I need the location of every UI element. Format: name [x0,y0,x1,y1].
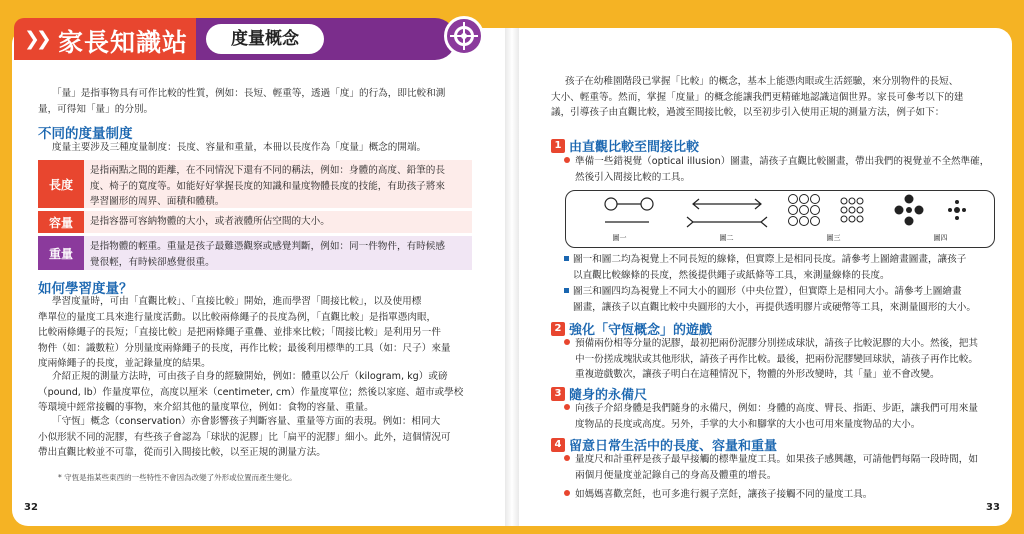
bullet-line: 量度尺和計重秤是孩子最早接觸的標準量度工具。如果孩子感興趣，可請他們每隔一段時間，如 [575,454,978,465]
row-weight-text [90,239,466,270]
bullet-line: 然後引入間接比較的工具。 [575,171,691,183]
right-intro [551,74,991,121]
section-4-title: 留意日常生活中的長度、容量和重量 [569,439,778,454]
chevrons-icon: ❯❯ [24,28,48,50]
section-4-bullet-1 [564,452,994,483]
figure-4-drawing [887,191,994,231]
chapter-header [0,12,500,72]
bullet-line: 預備兩份相等分量的泥膠，最初把兩份泥膠分別搓成球狀，請孩子比較泥膠的大小。然後，把其 [575,338,978,349]
note-line: 圖三和圖四均為視覺上不同大小的圓形（中央位置），但實際上是相同大小。請參考上圖繪畫 [573,286,962,297]
note-line: 以直觀比較線條的長度，然後提供繩子或紙條等工具，來測量線條的長度。 [573,269,890,281]
learn-para-3 [38,414,478,461]
section-3-title: 隨身的永備尺 [569,388,648,403]
left-intro [38,86,478,117]
square-bullet-icon [564,256,569,261]
learn-line: （pound, lb）作量度單位，高度以厘米（centimeter, cm）作量度單位；然後以家庭、超市或學校 [38,386,464,398]
right-intro-line: 孩子在幼稚園階段已掌握「比較」的概念，基本上能憑肉眼或生活經驗，來分別物件的長短、 [565,76,959,87]
section-3-bullet [564,401,994,432]
illusion-figures [565,190,995,248]
figure-3 [780,191,887,247]
learn-line: 小似形狀不同的泥膠，有些孩子會認為「球狀的泥膠」比「扁平的泥膠」細小。此外，這個情況可 [38,431,451,443]
figure-4 [887,191,994,247]
row-length-text [90,163,466,210]
figure-1 [566,191,673,247]
footnote: * 守恆是指某些東西的一些特性不會因為改變了外形或位置而產生變化。 [58,473,297,482]
figure-1-caption: 圖一 [612,234,627,242]
figure-3-drawing [780,191,887,231]
bullet-line: 向孩子介紹身體是我們隨身的永備尺，例如：身體的高度、臂長、指距、步距，讓我們可用來量 [575,403,978,414]
bullet-line: 中一份搓成塊狀或其他形狀，請孩子再作比較。最後，把兩份泥膠變回球狀，請孩子再作比較。 [575,353,978,365]
heading-systems: 不同的度量制度 [38,126,133,142]
section-1-number: 1 [551,139,565,153]
row-capacity [38,211,472,233]
bullet-line: 重複遊戲數次，讓孩子明白在這種情況下，物體的外形改變時，其「量」並不會改變。 [575,369,940,380]
figure-3-caption: 圖三 [826,234,841,242]
learn-line: 等環境中經常接觸的事物，來介紹其他的量度單位，例如：食物的容量、重量。 [38,402,374,413]
row-length-label: 長度 [38,160,84,208]
learn-line: 比較兩條繩子的長短；「直接比較」是把兩條繩子重疊、並排來比較；「間接比較」是利用另一件 [38,327,441,338]
learn-line: 介紹正規的測量方法時，可由孩子自身的經驗開始，例如：體重以公斤（kilogram, kg）或磅 [52,371,448,382]
figure-note-2 [564,284,994,315]
figure-2-caption: 圖二 [719,234,734,242]
section-1-bullet [564,154,994,185]
figure-2 [673,191,780,247]
learn-line: 準單位的量度工具來進行量度活動。以比較兩條繩子的長度為例，「直觀比較」是指單憑肉眼， [38,311,437,323]
bullet-line: 如媽媽喜歡烹飪，也可多進行親子烹飪，讓孩子接觸不同的量度工具。 [575,489,873,500]
bullet-line: 度物品的長度或高度。另外，手掌的大小和腳掌的大小也可用來量度物品的大小。 [575,418,921,430]
section-1-title: 由直觀比較至間接比較 [569,140,700,155]
row-capacity-label: 容量 [38,211,84,233]
header-title: 家長知識站 [58,28,189,57]
bullet-dot-icon [564,490,570,496]
learn-para-1 [38,294,478,372]
systems-text: 度量主要涉及三種度量制度：長度、容量和重量，本冊以長度作為「度量」概念的開端。 [52,142,427,153]
learn-line: 「守恆」概念（conservation）亦會影響孩子判斷容量、重量等方面的表現。例如：相同大 [52,416,441,427]
section-2-number: 2 [551,322,565,336]
learn-line: 帶出直觀比較並不可靠，從而引入間接比較，以至正規的測量方法。 [38,447,326,458]
learn-para-2 [38,369,478,416]
bullet-dot-icon [564,404,570,410]
row-length [38,160,472,208]
bullet-dot-icon [564,455,570,461]
heading-learn: 如何學習度量？ [38,281,133,297]
section-2-title: 強化「守恆概念」的遊戲 [569,323,713,338]
page-number-right: 33 [986,502,1000,513]
figure-4-caption: 圖四 [933,234,948,242]
section-2-bullet [564,336,994,383]
row-weight-label: 重量 [38,236,84,270]
right-intro-line: 議，引導孩子由直觀比較，過渡至間接比較，以至初步引入使用正規的測量方法，例子如下： [551,107,945,118]
header-subtitle: 度量概念 [206,24,324,54]
row-text-line: 度、椅子的寬度等。如能好好掌握長度的知識和量度物體長度的技能，有助孩子將來 [90,180,445,192]
square-bullet-icon [564,288,569,293]
row-text-line: 是指物體的輕重。重量是孩子最難憑觀察或感覺判斷，例如：同一件物件，有時候感 [90,241,445,252]
note-line: 圖一和圖二均為視覺上不同長短的線條，但實際上是相同長度。請參考上圖繪畫圖畫，讓孩子 [573,254,967,265]
row-capacity-text [90,214,466,230]
section-4-bullet-2 [564,487,994,503]
learn-line: 度兩條繩子的長度，並記錄量度的結果。 [38,358,211,369]
bullet-dot-icon [564,339,570,345]
row-text-line: 是指容器可容納物體的大小，或者液體所佔空間的大小。 [90,216,330,227]
section-1-heading [551,136,699,155]
right-intro-line: 大小、輕重等。然而，掌握「度量」的概念能讓我們更精確地認識這個世界。家長可參考以下的建 [551,91,964,103]
left-intro-line: 量，可得知「量」的分別。 [38,103,154,115]
row-text-line: 是指兩點之間的距離，在不同情況下還有不同的稱法，例如：身體的高度、鉛筆的長 [90,165,445,176]
figure-1-drawing [566,191,673,231]
page-number-left: 32 [24,502,38,513]
section-4-number: 4 [551,438,565,452]
row-text-line: 學習圖形的周界、面積和體積。 [90,196,225,207]
figure-2-drawing [673,191,780,231]
learn-line: 學習度量時，可由「直觀比較」、「直接比較」開始，進而學習「間接比較」，以及使用標 [52,296,422,307]
row-text-line: 覺很輕，有時候卻感覺很重。 [90,256,215,268]
bullet-dot-icon [564,157,570,163]
section-3-number: 3 [551,387,565,401]
learn-line: 物件（如：識數粒）分別量度兩條繩子的長度，再作比較；最後利用標準的工具（如：尺子）來量 [38,342,451,354]
target-icon [444,16,484,56]
note-line: 圖畫，讓孩子以直觀比較中央圓形的大小，再提供透明膠片或硬幣等工具，來測量圓形的大小。 [573,301,976,313]
book-gutter [505,28,519,526]
left-intro-line: 「量」是指事物具有可作比較的性質，例如：長短、輕重等，透過「度」的行為，即比較和測 [52,88,446,99]
bullet-line: 兩個月便量度並記錄自己的身高及體重的增長。 [575,469,777,481]
bullet-line: 準備一些錯視覺（optical illusion）圖畫，請孩子直觀比較圖畫，帶出我們的視覺並不全然準確， [575,156,990,167]
figure-note-1 [564,252,994,283]
row-weight [38,236,472,270]
